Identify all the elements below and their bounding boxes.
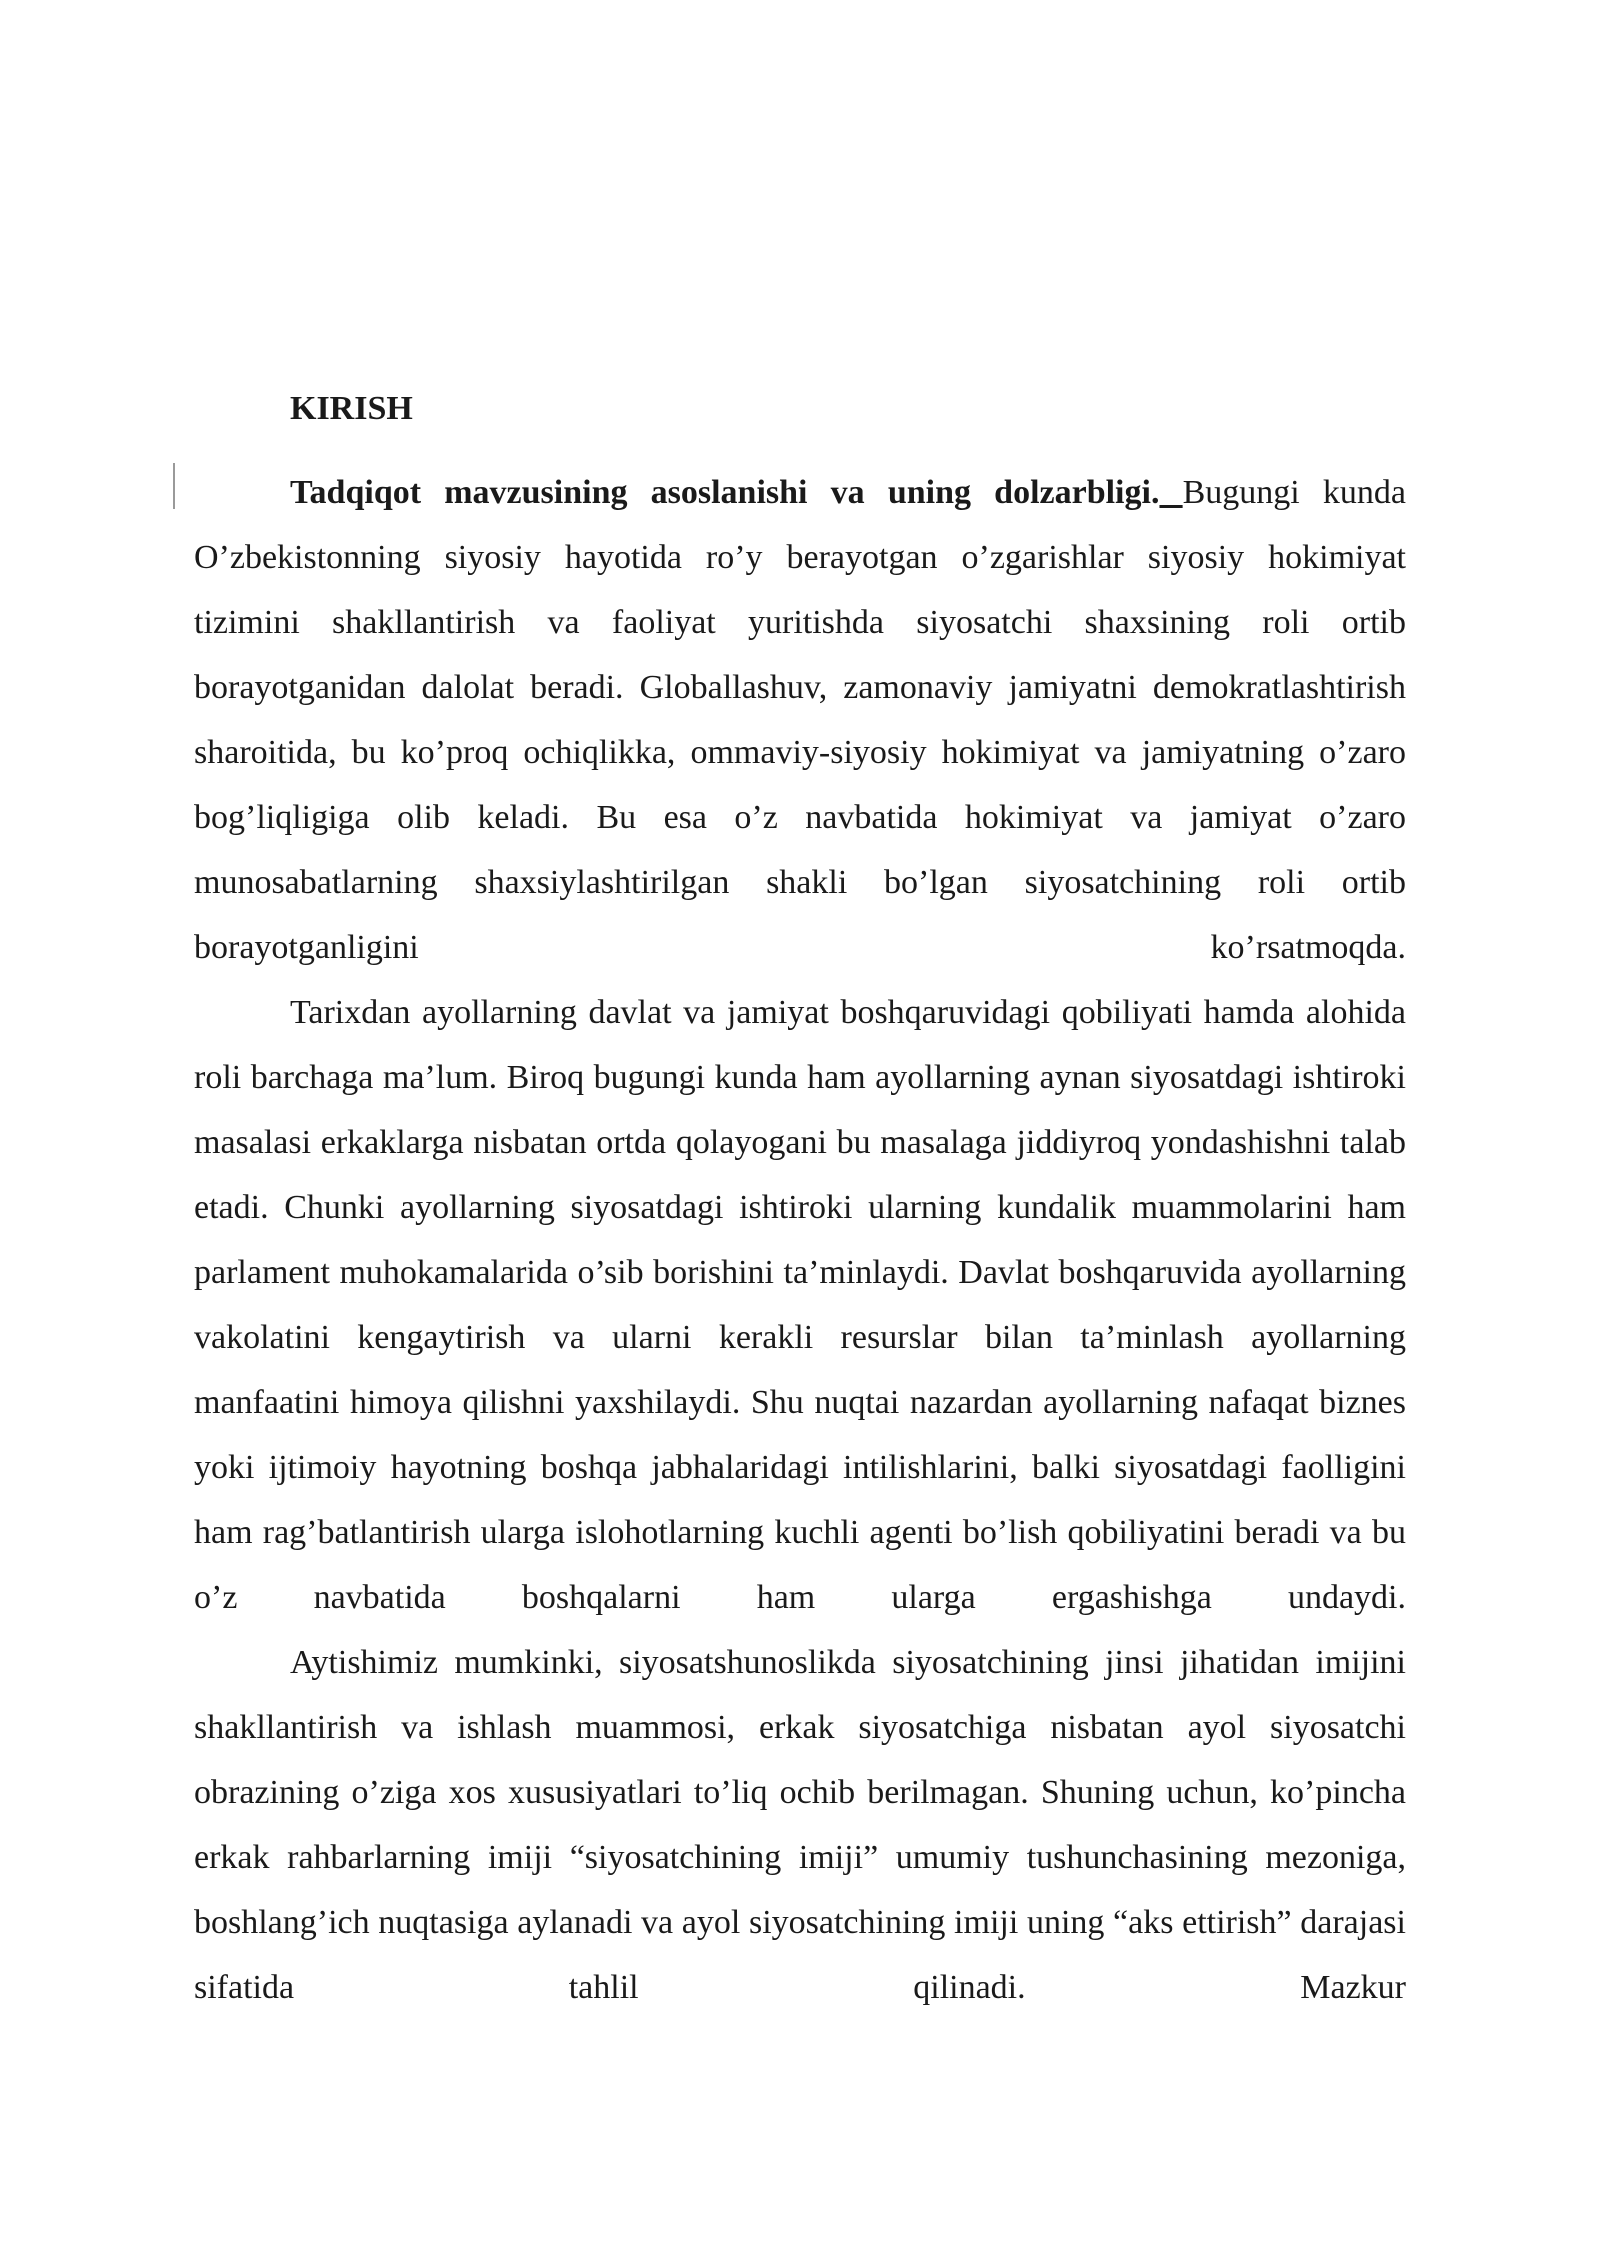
paragraph-text: Bugungi kunda O’zbekistonning siyosiy hayotida ro’y berayotgan o’zgarishlar siyosiy hokimiyat tizimini shakllantirish va faoliyat yuritishda siyosatchi shaxsining roli ortib borayotganidan dalolat beradi. Globallashuv, zamonaviy jamiyatni demokratlashtirish sharoitida, bu ko’proq ochiqlikka, ommaviy-siyosiy hokimiyat va jamiyatning o’zaro bog’liqligiga olib keladi. Bu esa o’z navbatida hokimiyat va jamiyat o’zaro munosabatlarning shaxsiylashtirilgan shakli bo’lgan siyosatchining roli ortib borayotganligini ko’rsatmoqda. — [194, 474, 1407, 966]
paragraph-3 — [194, 1630, 1406, 2020]
section-heading: KIRISH — [290, 390, 413, 427]
underlined-space — [1159, 474, 1182, 511]
paragraph-1 — [194, 460, 1406, 980]
paragraph-2 — [194, 980, 1406, 1630]
paragraph-text: Aytishimiz mumkinki, siyosatshunoslikda siyosatchining jinsi jihatidan imijini shakllantirish va ishlash muammosi, erkak siyosatchiga nisbatan ayol siyosatchi obrazining o’ziga xos xususiyatlari to’liq ochib berilmagan. Shuning uchun, ko’pincha erkak rahbarlarning imiji “siyosatchining imiji” umumiy tushunchasining mezoniga, boshlang’ich nuqtasiga aylanadi va ayol siyosatchining imiji uning “aks ettirish” darajasi sifatida tahlil qilinadi. Mazkur — [194, 1644, 1406, 2006]
paragraph-lead: Tadqiqot mavzusining asoslanishi va uning dolzarbligi. — [290, 474, 1160, 511]
paragraph-text: Tarixdan ayollarning davlat va jamiyat boshqaruvidagi qobiliyati hamda alohida roli barchaga ma’lum. Biroq bugungi kunda ham ayollarning aynan siyosatdagi ishtiroki masalasi erkaklarga nisbatan ortda qolayogani bu masalaga jiddiyroq yondashishni talab etadi. Chunki ayollarning siyosatdagi ishtiroki ularning kundalik muammolarini ham parlament muhokamalarida o’sib borishini ta’minlaydi. Davlat boshqaruvida ayollarning vakolatini kengaytirish va ularni kerakli resurslar bilan ta’minlash ayollarning manfaatini himoya qilishni yaxshilaydi. Shu nuqtai nazardan ayollarning nafaqat biznes yoki ijtimoiy hayotning boshqa jabhalaridagi intilishlarini, balki siyosatdagi faolligini ham rag’batlantirish ularga islohotlarning kuchli agenti bo’lish qobiliyatini beradi va bu o’z navbatida boshqalarni ham ularga ergashishga undaydi. — [194, 994, 1406, 1616]
text-cursor-mark — [173, 463, 175, 509]
body-text — [194, 460, 1406, 2020]
